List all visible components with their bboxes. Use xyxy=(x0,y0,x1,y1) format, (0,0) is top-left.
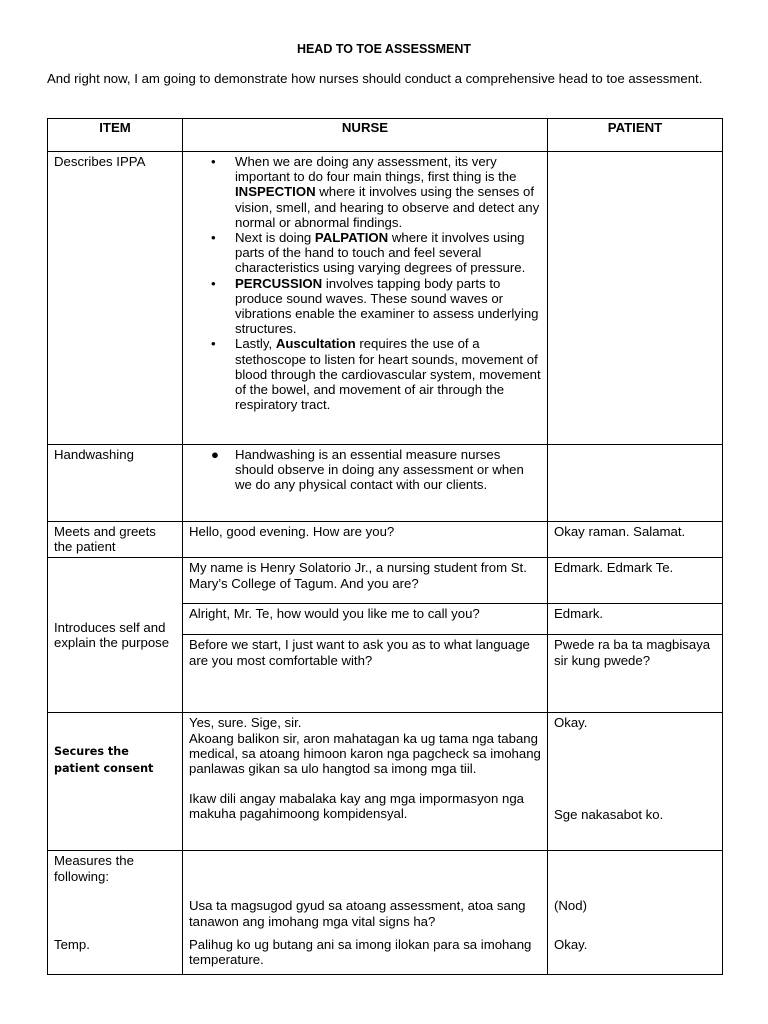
bullet-icon: • xyxy=(211,230,216,246)
list-item: • Lastly, Auscultation requires the use of a stethoscope to listen for heart sounds, movement of blood through the cardiovascular system, movement of the bowel, and movement of air through the respiratory tract. xyxy=(211,336,541,413)
header-row xyxy=(48,119,723,152)
header-patient: PATIENT xyxy=(548,119,723,152)
patient-greet: Okay raman. Salamat. xyxy=(548,522,723,558)
intro-paragraph: And right now, I am going to demonstrate how nurses should conduct a comprehensive head to toe assessment. xyxy=(47,71,703,86)
document-title: HEAD TO TOE ASSESSMENT xyxy=(296,42,472,56)
bullet-icon: • xyxy=(211,154,216,169)
ippa-list xyxy=(189,154,541,412)
item-greet: Meets and greets the patient xyxy=(48,522,183,558)
patient-intro-1: Edmark. Edmark Te. xyxy=(548,558,723,604)
nurse-consent: Yes, sure. Sige, sir. Akoang balikon sir, aron mahatagan ka ug tama nga tabang medical, sa atoang himoon karon nga pagcheck sa imohang panlawas gikan sa ulo hangtod sa imong mga tiil. Ikaw dili angay mabalaka kay ang mga impormasyon nga makuha pagahimoong kompidensyal. xyxy=(183,713,548,851)
list-item: ● Handwashing is an essential measure nurses should observe in doing any assessment or when we do any physical contact with our clients. xyxy=(211,447,524,493)
bullet-icon: • xyxy=(211,336,216,352)
nurse-greet: Hello, good evening. How are you? xyxy=(183,522,548,558)
item-measures: Measures the following: Temp. xyxy=(48,851,183,975)
patient-intro-3: Pwede ra ba ta magbisaya sir kung pwede? xyxy=(548,635,723,713)
table-row-intro-1 xyxy=(48,558,723,604)
list-item: • PERCUSSION involves tapping body parts to produce sound waves. These sound waves or vibrations enable the examiner to assess underlying structures. xyxy=(211,275,539,337)
nurse-intro-1: My name is Henry Solatorio Jr., a nursing student from St. Mary’s College of Tagum. And you are? xyxy=(183,558,548,604)
patient-intro-2: Edmark. xyxy=(548,604,723,635)
nurse-intro-2: Alright, Mr. Te, how would you like me to call you? xyxy=(183,604,548,635)
header-item: ITEM xyxy=(48,119,183,152)
list-item: • Next is doing PALPATION where it involves using parts of the hand to touch and feel several characteristics using varying degrees of pressure. xyxy=(211,230,526,276)
table-row-consent xyxy=(48,713,723,851)
nurse-intro-3: Before we start, I just want to ask you as to what language are you most comfortable with? xyxy=(183,635,548,713)
table-row-greet xyxy=(48,522,723,558)
bullet-icon: • xyxy=(211,275,216,291)
assessment-table xyxy=(47,118,723,975)
table-row-ippa xyxy=(48,152,723,445)
header-nurse: NURSE xyxy=(183,119,548,152)
nurse-measures: Usa ta magsugod gyud sa atoang assessment, atoa sang tanawon ang imohang mga vital signs ha? Palihug ko ug butang ani sa imong ilokan para sa imohang temperature. xyxy=(183,851,548,975)
table-row-handwashing xyxy=(48,445,723,522)
patient-measures: (Nod) Okay. xyxy=(548,851,723,975)
patient-consent: Okay. Sge nakasabot ko. xyxy=(548,713,723,851)
patient-ippa xyxy=(548,152,723,445)
bullet-icon: ● xyxy=(211,447,219,462)
list-item: • When we are doing any assessment, its very important to do four main things, first thing is the INSPECTION where it involves using the senses of vision, smell, and hearing to observe and detect any normal or abnormal findings. xyxy=(211,154,540,230)
item-consent: Secures the patient consent xyxy=(48,713,183,851)
item-ippa: Describes IPPA xyxy=(48,152,183,445)
patient-handwashing xyxy=(548,445,723,522)
item-handwashing: Handwashing xyxy=(48,445,183,522)
nurse-handwashing xyxy=(183,445,548,522)
nurse-ippa xyxy=(183,152,548,445)
item-intro: Introduces self and explain the purpose xyxy=(48,558,183,713)
table-row-measures xyxy=(48,851,723,975)
